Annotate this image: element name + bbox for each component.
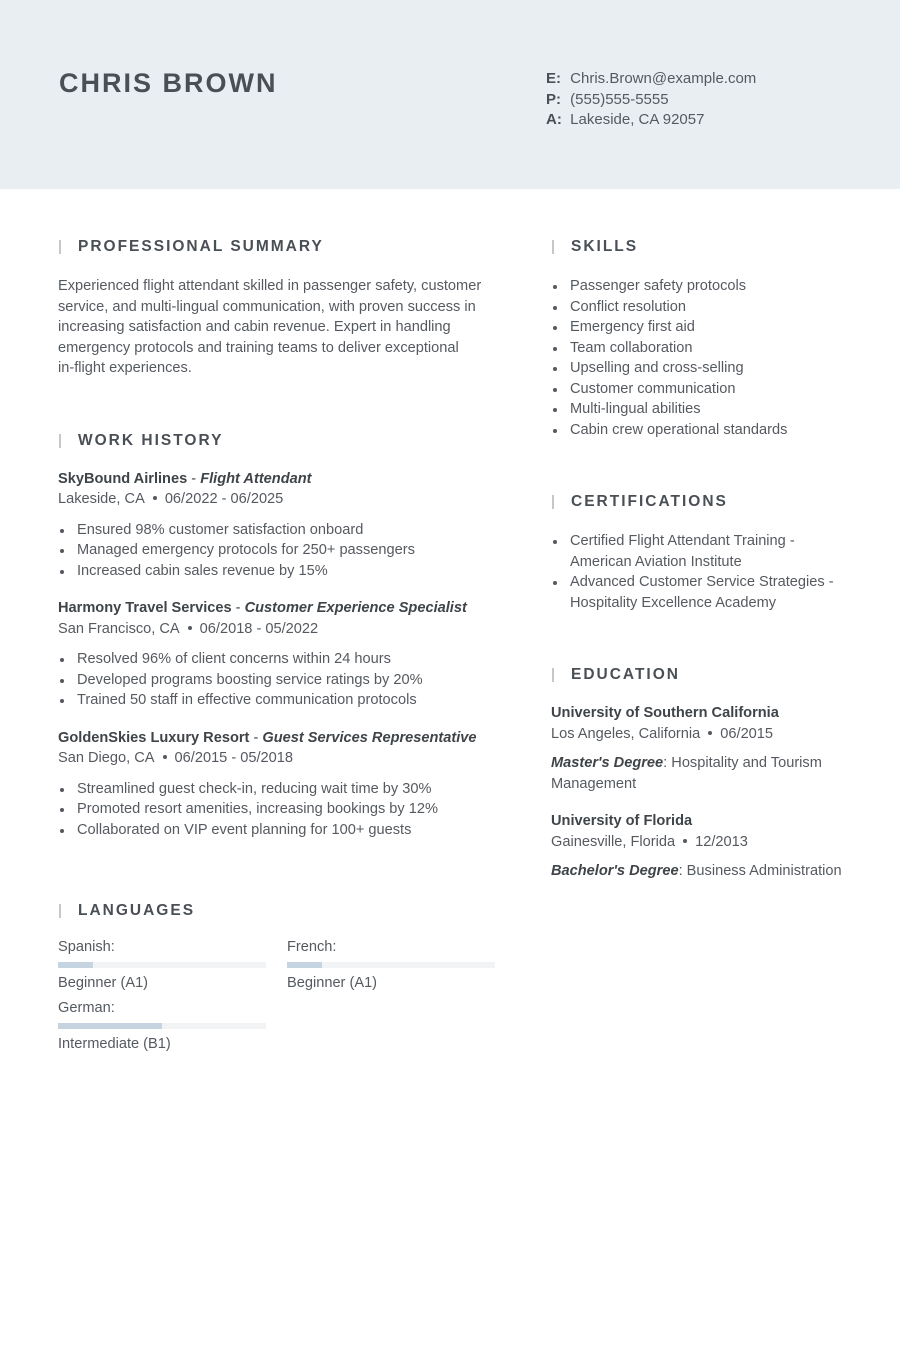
job-company: GoldenSkies Luxury Resort: [58, 729, 250, 746]
certification-item: [551, 531, 851, 572]
contact-address-label: A:: [546, 111, 562, 128]
contact-info: [546, 69, 756, 131]
contact-phone-label: P:: [546, 90, 561, 108]
contact-email: [546, 69, 756, 90]
job-meta: [58, 489, 498, 510]
language-bar-fill: [58, 1023, 162, 1029]
job-bullet: Trained 50 staff in effective communication protocols: [58, 690, 498, 711]
separator-dot: [708, 731, 712, 735]
language-item: [58, 937, 266, 993]
skills-heading: [551, 236, 851, 258]
summary-text: [58, 276, 498, 379]
job-bullets: [58, 779, 498, 841]
job-meta: [58, 619, 498, 640]
certification-name: Advanced Customer Service Strategies -: [570, 574, 834, 590]
summary-line: in-flight experiences.: [58, 360, 192, 376]
language-bar-fill: [58, 962, 93, 968]
education-school: University of Southern California: [551, 705, 779, 721]
contact-address: [546, 110, 756, 131]
summary-line: increasing satisfaction and cabin revenue. Expert in handling: [58, 319, 451, 335]
section-bar: [552, 240, 554, 254]
job-bullet: Streamlined guest check-in, reducing wait time by 30%: [58, 779, 498, 800]
skill-item: Emergency first aid: [551, 317, 851, 338]
language-name: German:: [58, 1000, 115, 1016]
education-entry: [551, 703, 851, 794]
certifications-heading: [551, 491, 851, 513]
summary-line: emergency protocols and training teams to deliver exceptional: [58, 339, 459, 356]
certification-name: Certified Flight Attendant Training -: [570, 533, 795, 549]
job-location: Lakeside, CA: [58, 491, 145, 507]
education-meta: [551, 724, 851, 745]
language-level: Beginner (A1): [287, 975, 378, 991]
education-school: University of Florida: [551, 813, 693, 829]
education-entry: [551, 811, 851, 882]
skill-item: Customer communication: [551, 379, 851, 400]
job-bullet: Resolved 96% of client concerns within 24 hours: [58, 649, 498, 670]
summary-line: Experienced flight attendant skilled in passenger safety, customer: [58, 278, 482, 294]
contact-email-label: E:: [546, 70, 561, 87]
language-name: Spanish:: [58, 939, 115, 955]
contact-phone-value[interactable]: (555)555-5555: [570, 90, 669, 108]
job-dates: 06/2022 - 06/2025: [164, 491, 284, 507]
certification-issuer: Hospitality Excellence Academy: [570, 594, 777, 611]
education-title: EDUCATION: [571, 666, 680, 683]
job-bullet: Ensured 98% customer satisfaction onboard: [58, 520, 498, 541]
separator-dot: [163, 755, 167, 759]
language-name: French:: [287, 939, 337, 955]
job-entry: [58, 728, 498, 841]
job-heading: GoldenSkies Luxury Resort - Guest Services Representative: [58, 729, 477, 746]
languages-heading: [58, 900, 498, 922]
summary-title: PROFESSIONAL SUMMARY: [78, 238, 324, 255]
education-degree: [551, 861, 851, 882]
certifications-list: [551, 531, 851, 613]
job-company: SkyBound Airlines: [58, 470, 188, 487]
skill-item: Conflict resolution: [551, 297, 851, 318]
education-date: 12/2013: [695, 833, 748, 850]
skills-title: SKILLS: [571, 238, 639, 255]
education-location: Los Angeles, California: [551, 725, 701, 742]
work-title: WORK HISTORY: [78, 431, 224, 449]
education-degree: [551, 753, 851, 794]
resume-header: [0, 0, 900, 189]
job-dates: 06/2015 - 05/2018: [174, 750, 294, 766]
job-bullet: Collaborated on VIP event planning for 100+ guests: [58, 820, 498, 841]
language-level: Beginner (A1): [58, 975, 149, 991]
language-item: [287, 937, 495, 993]
contact-email-value[interactable]: Chris.Brown@example.com: [570, 70, 757, 87]
language-bar: [58, 1023, 266, 1029]
job-role: Customer Experience Specialist: [244, 600, 467, 616]
contact-phone: [546, 90, 756, 111]
skill-item: Upselling and cross-selling: [551, 358, 851, 379]
contact-address-value: Lakeside, CA 92057: [570, 111, 705, 128]
job-bullet: Promoted resort amenities, increasing bookings by 12%: [58, 799, 498, 820]
degree-label: Bachelor's Degree: [551, 863, 679, 879]
job-meta: [58, 748, 498, 769]
degree-label: Master's Degree: [551, 755, 664, 771]
job-bullets: [58, 520, 498, 582]
language-bar: [287, 962, 495, 968]
work-heading: [58, 430, 498, 452]
section-bar: [59, 240, 61, 254]
job-bullet: Managed emergency protocols for 250+ passengers: [58, 540, 498, 561]
summary-line: service, and multi-lingual communication, with proven success in: [58, 298, 476, 315]
languages-title: LANGUAGES: [78, 902, 196, 919]
certification-issuer: American Aviation Institute: [570, 553, 742, 570]
section-bar: [59, 434, 61, 448]
degree-field: : Business Administration: [678, 863, 842, 879]
skill-item: Cabin crew operational standards: [551, 420, 851, 441]
degree-field-cont: Management: [551, 775, 637, 792]
language-bar: [58, 962, 266, 968]
left-column: [58, 236, 498, 1057]
job-entry: [58, 598, 498, 711]
job-entry: [58, 469, 498, 582]
education-meta: [551, 832, 851, 853]
job-role: Flight Attendant: [200, 470, 312, 487]
job-heading: Harmony Travel Services - Customer Experience Specialist: [58, 600, 467, 616]
job-bullets: [58, 649, 498, 711]
job-bullet: Increased cabin sales revenue by 15%: [58, 561, 498, 582]
language-level: Intermediate (B1): [58, 1036, 171, 1052]
candidate-name: CHRIS BROWN: [59, 68, 278, 98]
certifications-title: CERTIFICATIONS: [571, 493, 728, 510]
education-date: 06/2015: [720, 725, 774, 742]
skill-item: Team collaboration: [551, 338, 851, 359]
education-location: Gainesville, Florida: [551, 833, 676, 850]
skill-item: Passenger safety protocols: [551, 276, 851, 297]
job-company: Harmony Travel Services: [58, 600, 232, 616]
job-location: San Diego, CA: [58, 750, 155, 766]
language-item: [58, 998, 266, 1054]
language-bar-fill: [287, 962, 322, 968]
certification-item: [551, 572, 851, 613]
separator-dot: [683, 839, 687, 843]
separator-dot: [188, 626, 192, 630]
summary-heading: [58, 236, 498, 258]
section-bar: [552, 495, 554, 509]
section-bar: [59, 904, 61, 918]
job-dates: 06/2018 - 05/2022: [199, 620, 319, 637]
education-heading: [551, 664, 851, 686]
job-heading: SkyBound Airlines - Flight Attendant: [58, 470, 312, 487]
skill-item: Multi-lingual abilities: [551, 399, 851, 420]
job-role: Guest Services Representative: [262, 729, 477, 746]
languages-list: [58, 937, 498, 1057]
separator-dot: [153, 496, 157, 500]
job-location: San Francisco, CA: [58, 620, 180, 637]
skills-list: [551, 276, 851, 440]
section-bar: [552, 668, 554, 682]
job-bullet: Developed programs boosting service ratings by 20%: [58, 670, 498, 691]
right-column: [551, 236, 851, 882]
degree-field: : Hospitality and Tourism: [663, 755, 822, 771]
